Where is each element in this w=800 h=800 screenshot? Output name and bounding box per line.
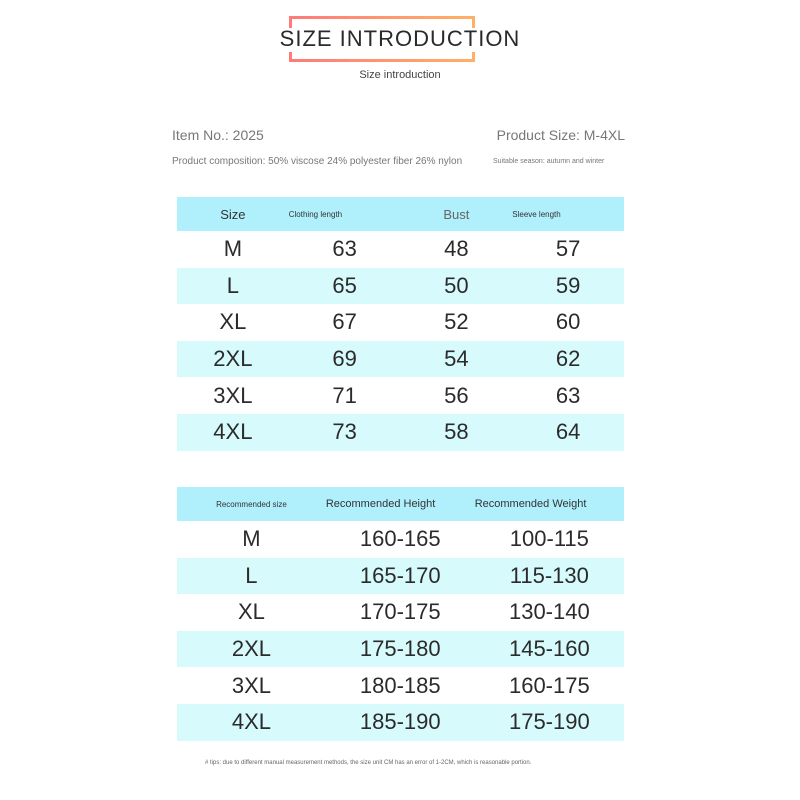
table-cell: XL <box>219 309 247 335</box>
header-recommended-weight: Recommended Weight <box>474 498 587 510</box>
table-cell: M <box>242 526 261 552</box>
table-cell: 185-190 <box>326 704 475 741</box>
table-cell: 71 <box>332 382 357 408</box>
table-cell: 62 <box>512 341 624 378</box>
size-chart-header-row <box>177 197 624 231</box>
table-row <box>177 304 624 341</box>
table-cell: 115-130 <box>475 558 624 595</box>
recommend-table <box>177 487 624 741</box>
table-row <box>177 667 624 704</box>
table-cell: XL <box>237 599 265 625</box>
table-row <box>177 704 624 741</box>
table-cell: 54 <box>401 341 513 378</box>
table-cell: 73 <box>289 414 401 451</box>
size-chart-table <box>177 197 624 451</box>
page-subtitle: Size introduction <box>359 69 441 81</box>
header-sleeve-length: Sleeve length <box>512 209 561 219</box>
recommend-header-row <box>177 487 624 521</box>
product-composition: Product composition: 50% viscose 24% polyester fiber 26% nylon <box>172 156 463 167</box>
table-cell: 63 <box>332 236 357 262</box>
table-cell: 63 <box>555 382 581 408</box>
table-cell: 180-185 <box>359 672 441 698</box>
table-cell: 175-190 <box>475 704 624 741</box>
table-cell: 60 <box>555 309 581 335</box>
suitable-season: Suitable season: autumn and winter <box>493 158 605 165</box>
table-row <box>177 268 624 305</box>
table-row <box>177 631 624 668</box>
table-cell: 48 <box>444 236 469 262</box>
table-cell: 160-165 <box>359 526 441 552</box>
table-cell: 64 <box>512 414 624 451</box>
table-cell: 50 <box>401 268 513 305</box>
header-size: Size <box>220 206 246 222</box>
table-cell: 160-175 <box>508 672 590 698</box>
header-bust: Bust <box>443 206 470 222</box>
table-cell: 59 <box>512 268 624 305</box>
table-cell: 57 <box>555 236 581 262</box>
table-cell: 2XL <box>177 631 326 668</box>
product-size: Product Size: M-4XL <box>496 127 625 143</box>
header-recommended-height: Recommended Height <box>325 498 436 510</box>
table-cell: 4XL <box>177 704 326 741</box>
table-cell: L <box>177 558 326 595</box>
table-cell: 145-160 <box>475 631 624 668</box>
table-row <box>177 341 624 378</box>
table-row <box>177 377 624 414</box>
table-cell: 56 <box>444 382 469 408</box>
table-cell: 52 <box>444 309 469 335</box>
item-number: Item No.: 2025 <box>172 127 264 143</box>
measurement-footnote: # tips: due to different manual measurement methods, the size unit CM has an error of 1-2CM, which is reasonable portion. <box>205 760 532 766</box>
table-row <box>177 594 624 631</box>
table-cell: M <box>223 236 243 262</box>
table-cell: 4XL <box>177 414 289 451</box>
table-cell: L <box>177 268 289 305</box>
table-cell: 165-170 <box>326 558 475 595</box>
table-cell: 58 <box>401 414 513 451</box>
table-cell: 100-115 <box>509 526 589 552</box>
table-cell: 65 <box>289 268 401 305</box>
table-cell: 170-175 <box>359 599 441 625</box>
table-cell: 2XL <box>177 341 289 378</box>
table-cell: 3XL <box>231 672 271 698</box>
table-row <box>177 231 624 268</box>
table-cell: 69 <box>289 341 401 378</box>
page-title: SIZE INTRODUCTION <box>279 26 521 51</box>
table-cell: 130-140 <box>508 599 590 625</box>
size-chart-body <box>177 231 624 451</box>
table-row <box>177 521 624 558</box>
header-clothing-length: Clothing length <box>288 209 343 219</box>
table-row <box>177 414 624 451</box>
recommend-body <box>177 521 624 741</box>
table-cell: 3XL <box>213 382 253 408</box>
header-recommended-size: Recommended size <box>216 499 287 509</box>
table-cell: 67 <box>332 309 357 335</box>
table-cell: 175-180 <box>326 631 475 668</box>
table-row <box>177 558 624 595</box>
